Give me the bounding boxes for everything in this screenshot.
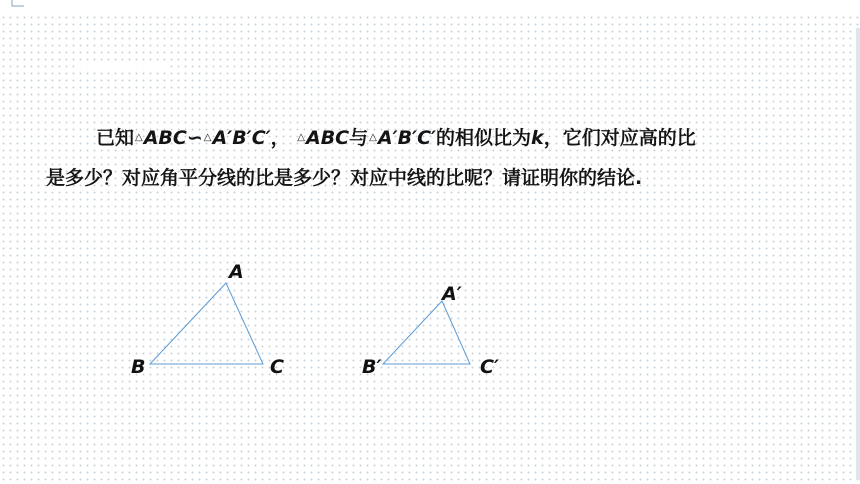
triangle-abc (131, 261, 284, 378)
line1-end: ，它们对应高的比 (543, 127, 696, 149)
similar-symbol: ∽ (186, 127, 203, 149)
vertex-label-a: A (229, 261, 244, 283)
ratio-k: k (531, 127, 544, 149)
triangle-symbol: △ (203, 132, 212, 143)
triangle-abc-prime (362, 283, 499, 378)
triangle-abc-shape (150, 283, 263, 364)
text-ratio: 的相似比为 (436, 127, 532, 149)
vertex-label-a-prime: A′ (442, 283, 462, 305)
vertex-label-c-prime: C′ (480, 356, 499, 378)
triangle-symbol: △ (135, 132, 143, 143)
triangle-abc-name: ABC (306, 127, 350, 149)
vertex-label-b: B (131, 356, 146, 378)
triangle-symbol: △ (297, 132, 305, 143)
triangle-abc-prime-name: A′B′C′ (212, 127, 271, 149)
triangle-abc-name: ABC (143, 127, 187, 149)
problem-line2: 是多少？对应角平分线的比是多少？对应中线的比呢？请证明你的结论. (46, 167, 643, 189)
text-before: 已知 (96, 127, 135, 149)
triangle-symbol: △ (369, 132, 377, 143)
vertex-label-b-prime: B′ (362, 356, 382, 378)
vertex-label-c: C (270, 356, 284, 378)
text-middle: 与 (349, 127, 369, 149)
triangle-abc-prime-name: A′B′C′ (377, 127, 437, 149)
comma: ， (270, 127, 290, 149)
triangle-abc-prime-shape (383, 301, 470, 364)
